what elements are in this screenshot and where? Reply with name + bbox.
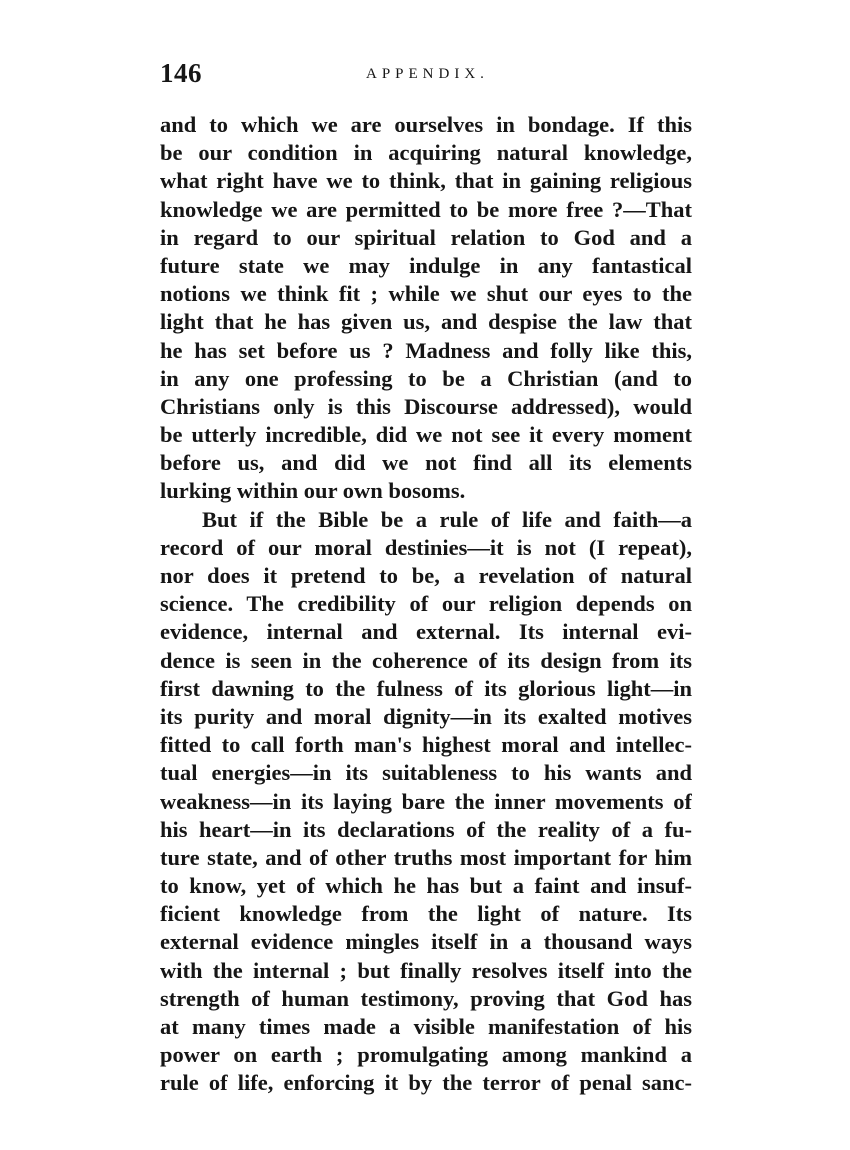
text-line: dence is seen in the coherence of its design from its [160, 647, 692, 673]
text-line: But if the Bible be a rule of life and faith—a [202, 506, 692, 532]
page-number: 146 [160, 58, 202, 88]
text-line: lurking within our own bosoms. [160, 478, 466, 504]
text-line: knowledge we are permitted to be more free ?—That [160, 196, 692, 222]
text-line: his heart—in its declarations of the reality of a fu- [160, 816, 692, 842]
text-line: its purity and moral dignity—in its exalted motives [160, 703, 692, 729]
text-line: be utterly incredible, did we not see it every moment [160, 422, 692, 448]
text-line: external evidence mingles itself in a thousand ways [160, 929, 692, 955]
text-line: be our condition in acquiring natural knowledge, [160, 140, 692, 166]
running-head: APPENDIX. [366, 66, 489, 82]
text-line: light that he has given us, and despise the law that [160, 309, 692, 335]
text-line: power on earth ; promulgating among mankind a [160, 1042, 692, 1068]
text-line: he has set before us ? Madness and folly like this, [160, 337, 692, 363]
text-line: with the internal ; but finally resolves itself into the [160, 957, 692, 983]
text-line: fitted to call forth man's highest moral and intellec- [160, 732, 692, 758]
text-line: at many times made a visible manifestation of his [160, 1014, 692, 1039]
body-text [160, 111, 692, 1098]
text-line: record of our moral destinies—it is not (I repeat), [160, 534, 692, 560]
text-line: in any one professing to be a Christian (and to [160, 365, 692, 391]
text-line: tual energies—in its suitableness to his wants and [160, 760, 692, 786]
text-line: rule of life, enforcing it by the terror of penal sanc- [160, 1070, 692, 1096]
text-line: nor does it pretend to be, a revelation of natural [160, 563, 692, 588]
text-line: in regard to our spiritual relation to God and a [160, 224, 692, 250]
text-line: weakness—in its laying bare the inner movements of [160, 788, 692, 814]
text-line: Christians only is this Discourse addressed), would [160, 393, 692, 419]
text-line: ture state, and of other truths most important for him [160, 844, 692, 870]
text-line: what right have we to think, that in gaining religious [160, 168, 692, 194]
text-line: notions we think fit ; while we shut our eyes to the [160, 281, 692, 307]
text-line: strength of human testimony, proving that God has [160, 985, 692, 1011]
text-line: and to which we are ourselves in bondage. If this [160, 112, 692, 137]
text-line: future state we may indulge in any fantastical [160, 252, 692, 278]
text-line: before us, and did we not find all its elements [160, 450, 692, 476]
text-line: evidence, internal and external. Its internal evi- [160, 619, 692, 645]
text-line: ficient knowledge from the light of nature. Its [160, 901, 692, 927]
page-header [160, 58, 692, 94]
text-line: science. The credibility of our religion depends on [160, 591, 692, 617]
text-line: first dawning to the fulness of its glorious light—in [160, 675, 692, 701]
text-line: to know, yet of which he has but a faint and insuf- [160, 873, 692, 899]
